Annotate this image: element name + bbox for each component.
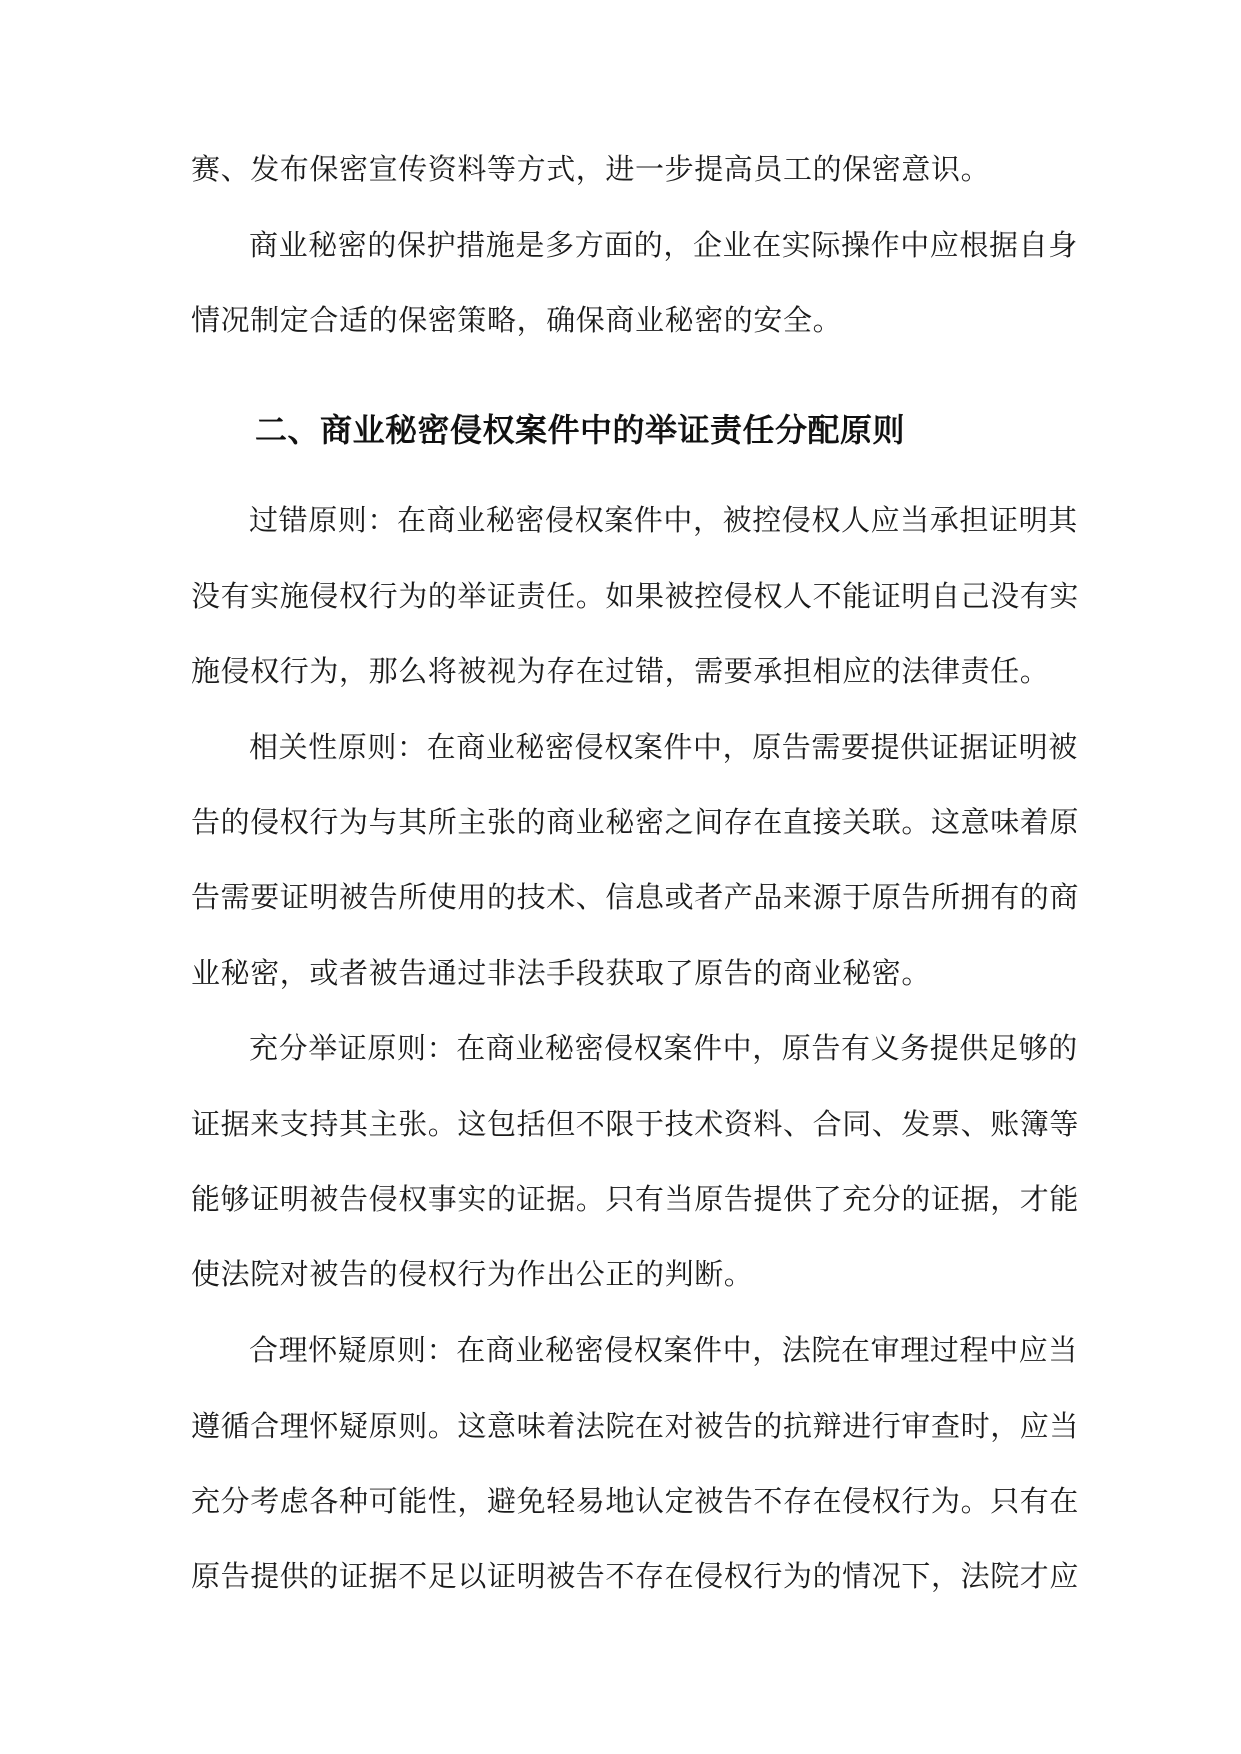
paragraph-doubt-line: 合理怀疑原则：在商业秘密侵权案件中，法院在审理过程中应当 bbox=[249, 1333, 1078, 1367]
paragraph-doubt-line: 遵循合理怀疑原则。这意味着法院在对被告的抗辩进行审查时，应当 bbox=[191, 1409, 1080, 1443]
paragraph-relevance-line: 业秘密，或者被告通过非法手段获取了原告的商业秘密。 bbox=[191, 956, 932, 990]
paragraph-measures-line: 情况制定合适的保密策略，确保商业秘密的安全。 bbox=[191, 303, 843, 337]
paragraph-doubt-line: 原告提供的证据不足以证明被告不存在侵权行为的情况下，法院才应 bbox=[191, 1559, 1080, 1593]
paragraph-fault-line: 没有实施侵权行为的举证责任。如果被控侵权人不能证明自己没有实 bbox=[191, 579, 1080, 613]
paragraph-doubt-line: 充分考虑各种可能性，避免轻易地认定被告不存在侵权行为。只有在 bbox=[191, 1484, 1080, 1518]
paragraph-intro-line: 赛、发布保密宣传资料等方式，进一步提高员工的保密意识。 bbox=[191, 152, 991, 186]
paragraph-relevance-line: 相关性原则：在商业秘密侵权案件中，原告需要提供证据证明被 bbox=[249, 730, 1078, 764]
paragraph-relevance-line: 告需要证明被告所使用的技术、信息或者产品来源于原告所拥有的商 bbox=[191, 880, 1080, 914]
paragraph-sufficient-line: 使法院对被告的侵权行为作出公正的判断。 bbox=[191, 1257, 754, 1291]
paragraph-measures-line: 商业秘密的保护措施是多方面的，企业在实际操作中应根据自身 bbox=[249, 228, 1078, 262]
paragraph-relevance-line: 告的侵权行为与其所主张的商业秘密之间存在直接关联。这意味着原 bbox=[191, 805, 1080, 839]
paragraph-sufficient-line: 证据来支持其主张。这包括但不限于技术资料、合同、发票、账簿等 bbox=[191, 1107, 1080, 1141]
paragraph-sufficient-line: 能够证明被告侵权事实的证据。只有当原告提供了充分的证据，才能 bbox=[191, 1182, 1080, 1216]
section-heading: 二、商业秘密侵权案件中的举证责任分配原则 bbox=[255, 411, 906, 449]
paragraph-fault-line: 过错原则：在商业秘密侵权案件中，被控侵权人应当承担证明其 bbox=[249, 503, 1078, 537]
paragraph-sufficient-line: 充分举证原则：在商业秘密侵权案件中，原告有义务提供足够的 bbox=[249, 1031, 1078, 1065]
paragraph-fault-line: 施侵权行为，那么将被视为存在过错，需要承担相应的法律责任。 bbox=[191, 654, 1050, 688]
